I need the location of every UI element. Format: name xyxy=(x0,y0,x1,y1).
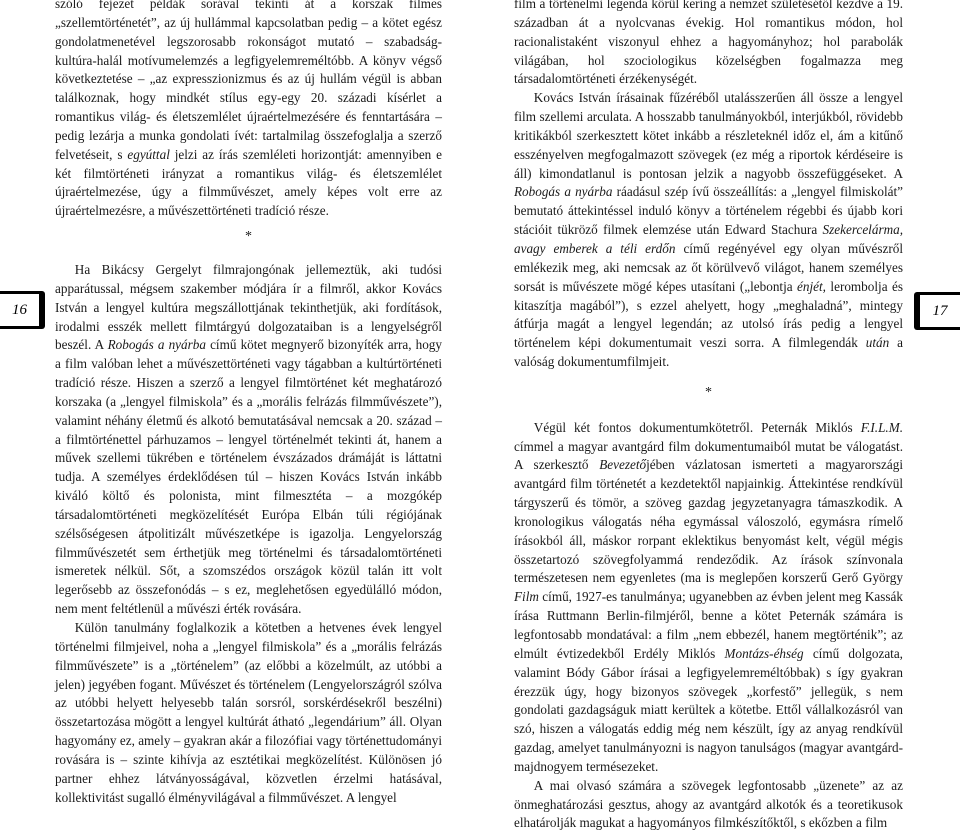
left-paragraph-3 xyxy=(55,619,442,807)
text-run: Külön tanulmány foglalkozik a kötetben a hetvenes évek lengyel történelmi filmjeivel, noha a „lengyel filmiskola” és a „morális felrázás filmművészete” is a „történelem” (az előbbi a közelmúlt, az utóbbi a jelen) jegyében fogant. Művészet és történelem (Lengyelországról szólva az utóbbi helyett helyesebb talán sorsról, sorskérdésekről beszélni) összetartozása mögött a lengyel kultúrát átható „legendárium” áll. Olyan hagyomány ez, amely – gyakran akár a filozófiai vagy történettudományi rovására is – szinte kihívja az esztétikai megközelítést. Különösen jó partner ehhez látványosságával, közvetlen érzelmi hatásával, kollektivitást sugalló élményvilágával a filmművészet. A lengyel xyxy=(55,620,442,805)
italic-text-run: énjét, xyxy=(797,278,826,294)
right-page-column xyxy=(514,0,903,833)
text-run: címmel a magyar avantgárd film dokumentumaiból mutat be válogatást. A szerkesztő xyxy=(514,438,903,473)
text-run: című dolgozata, valamint Bódy Gábor írásai a legfigyelemreméltóbbak) s így gyakran érezzük úgy, hogy bizonyos szövegek „korfestő” jellegük, s nem gondolati gazdagságuk miatt kerültek a kötetbe. Ettől vállalkozásról van szó, hiszen a válogatás eddig még nem készült, így az anyag rendkívül gazdag, amelyet tanulmányozni is nagyon tanulságos (magyar avantgárd-majdnogyem termésezeket. xyxy=(514,645,903,774)
text-run: szóló fejezet példák sorával tekinti át a korszak filmes „szellemtörténetét”, az új hullámmal kapcsolatban pedig – a kötet egész gondolatmenetével legszorosabb rokonságot mutató – szabadság-kultúra-halál motívumelemzés a legfigyelemreméltóbb. A könyv végső következtetése – „az expresszionizmus és az új hullám végül is abban találkoznak, hogy mindkét stílus egy-egy 20. századi kísérlet a romantikus világ- és életszemlélet újraértelmezésére és fenntartására – pedig lezárja a munka gondolati ívét: tartalmilag összefoglalja a szerző felvetéseit, s xyxy=(55,0,442,162)
italic-text-run: után xyxy=(865,335,890,351)
page-number: 16 xyxy=(0,294,39,326)
text-run: a valóság dokumentumfilmjeit. xyxy=(514,335,903,370)
left-page-column xyxy=(55,0,442,807)
italic-text-run: Bevezető xyxy=(599,457,647,473)
text-run: lerombolja és kitaszítja magából”), s ezzel ahelyett, hogy „meghaladná”, mintegy átfúrja magát a lengyel legendán; az utolsó írás pedig a lengyel történelem képi dokumentumait veszi sorra. A filmlegendák xyxy=(514,278,903,351)
text-run: jelzi az írás szemléleti horizontját: amennyiben e két filmtörténeti irányzat a romantikus világ- és életszemlélet újraértelmezése, úgy a filmművészet, amely képes volt erre az újraértelmezésre, a művészettörténeti tradíció része. xyxy=(55,146,442,219)
italic-text-run: Robogás a nyárba xyxy=(514,184,613,200)
text-run: film a történelmi legenda körül kering a nemzet születésétől kezdve a 19. században át a nyolcvanas évekig. Hol romantikus módon, hol racionalistaként viszonyul ehhez a hagyományhoz; hol parabolák világában, hol szociologikus közelségben fogalmazza meg társadalomtörténeti érzékenységét. xyxy=(514,0,903,87)
text-run: Kovács István írásainak fűzéréből utalásszerűen áll össze a lengyel film szellemi arculata. A hosszabb tanulmányokból, interjúkból, rövidebb kritikákból szerkesztett kötet inkább a részleteknél időz el, ám a kitűnő esszényelven megfogalmazott szövegek (ez még a riportok kérdéseire is áll) kimondatlanul is pontosan jelzik a nagyobb összefüggéseket. A xyxy=(514,90,903,181)
page-number: 17 xyxy=(920,295,960,327)
right-paragraph-4 xyxy=(514,777,903,833)
right-paragraph-2 xyxy=(514,89,903,372)
text-run: című, 1927-es tanulmánya; ugyanebben az évben jelent meg Kassák írása Ruttmann Berlin-filmjéről, benne a kötet Peternák számára is legfontosabb mondatával: a film „nem ebbezél, hanem megtörténik”; az elmúlt évtizedekből Erdély Miklós xyxy=(514,589,903,661)
section-separator: * xyxy=(245,229,252,245)
text-run: Végül két fontos dokumentumkötetről. Peternák Miklós xyxy=(533,419,861,435)
text-run: Ha Bikácsy Gergelyt filmrajongónak jellemeztük, aki tudósi apparátussal, mégsem szakember módjára ír a filmről, akkor Kovács István a lengyel kultúra megszállottjának tekinthetjük, aki fordítások, irodalmi esszék mellett filmtárgyú dolgozataiban is a lengyelségről beszél. A xyxy=(55,261,442,353)
text-run: című regényével egy olyan művészről emlékezik meg, aki nemcsak az őt körülvevő világot, hanem személyes sorsát is művészete mögé képes utasítani („lebontja xyxy=(514,240,903,294)
italic-text-run: Szekercelárma, avagy emberek a téli erdőn xyxy=(514,222,903,256)
page-number-tab-right xyxy=(914,292,960,330)
italic-text-run: F.I.L.M. xyxy=(860,419,903,435)
text-run: ráadásul szép ívű összeállítás: a „lengyel filmiskolát” bemutató áttekintéssel induló könyv a történelem régebbi és újabb kori stációit tükröző filmek elemzése után Edward Stachura xyxy=(514,184,903,238)
left-paragraph-1 xyxy=(55,0,442,221)
left-paragraph-2 xyxy=(55,261,442,619)
page-number-tab-left xyxy=(0,291,45,329)
text-run: A mai olvasó számára a szövegek legfontosabb „üzenete” az az önmeghatározási gesztus, ahogy az avantgárd alkotók és a teoretikusok elhatárolják magukat a hagyományos filmkészítőktől, s ekőzben a film xyxy=(514,777,903,831)
section-separator: * xyxy=(705,384,712,400)
italic-text-run: egyúttal xyxy=(127,146,170,162)
italic-text-run: Robogás a nyárba xyxy=(107,337,206,353)
italic-text-run: Montázs-éhség xyxy=(724,645,804,661)
right-paragraph-1 xyxy=(514,0,903,89)
text-run: című kötet megnyerő bizonyíték arra, hogy a film valóban lehet a művészettörténeti vagy tágabban a kultúrtörténeti tradíció része. Hiszen a szerző a lengyel filmtörténet két meghatározó korszaka (a „lengyel filmiskola” és a „morális felrázás filmművészete”), valamint néhány életmű és alkotó bemutatásával nemcsak a 20. század – a filmtörténettel párhuzamos – lengyel történelmét tekinti át, hanem a művek szellemi tükrében e történelem évszázados drámáját is láttatni tudja. A személyes érdeklődésen túl – hiszen Kovács István inkább kiváló költő és polonista, mint filmesztéta – a mozgókép társadalomtörténeti megközelítését Európa Elbán túli régiójának szélsőségesen átpolitizált művészetképe is igazolja. Lengyelország filmművészetét sem érthetjük meg történelmi és társadalomtörténeti ismeretek nélkül. Sőt, a szomszédos országok közül talán itt volt legerősebb az összefonódás – s ez, meglehetősen egyedülálló módon, nem ment feltétlenül a művészi érték rovására. xyxy=(55,337,442,617)
right-paragraph-3 xyxy=(514,419,903,777)
text-run: jében vázlatosan ismerteti a magyarországi avantgárd film történetét a kezdetektől napjainkig. Áttekintése rendkívül tárgyszerű és tömör, a szöveg gazdag jegyzetanyagra támaszkodik. A kronologikus válogatás néha egymással váloszoló, egymásra rímelő írásokból áll, máskor rorpant eklektikus benyomást kelt, végül mégis összetartozó szövegfolyammá rendeződik. Az írások színvonala természetesen nem egyenletes (ma is meglepően korszerű Gerő György xyxy=(514,457,903,586)
italic-text-run: Film xyxy=(514,589,539,605)
